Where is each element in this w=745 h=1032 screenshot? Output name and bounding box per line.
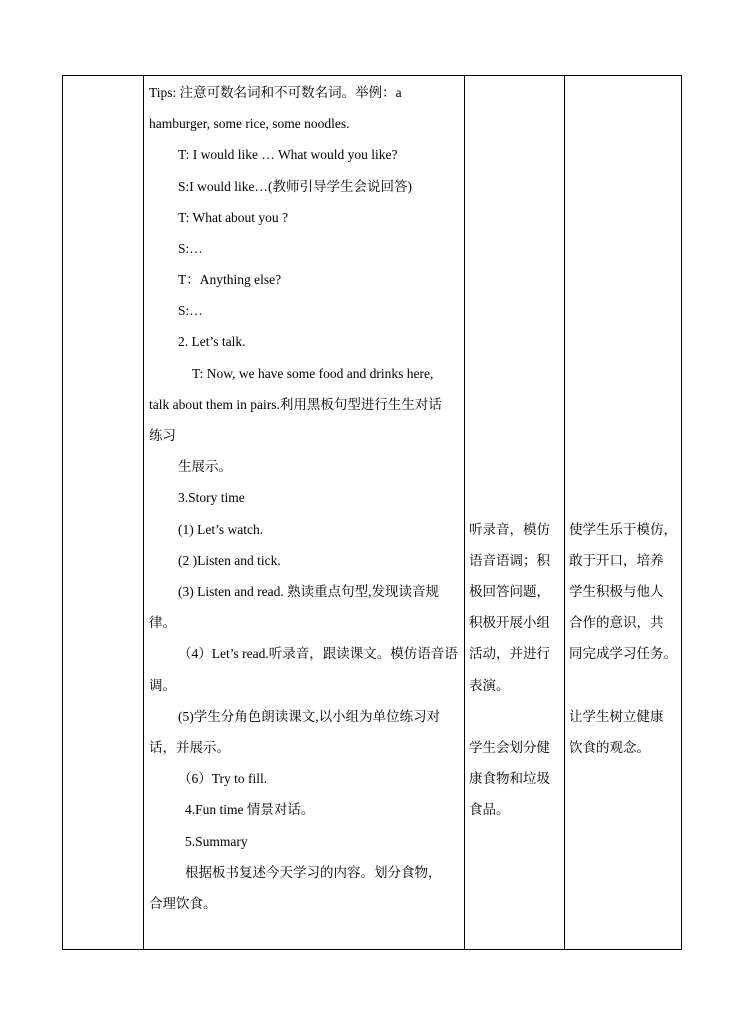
design-intent-line: 饮食的观念。 <box>569 740 650 756</box>
procedure-line: S:… <box>178 241 203 256</box>
student-activity-line: 活动，并进行 <box>469 646 550 662</box>
procedure-line: 练习 <box>149 428 176 443</box>
column-divider <box>143 76 144 949</box>
design-intent-line: 同完成学习任务。 <box>569 646 677 662</box>
design-intent-line: 合作的意识，共 <box>569 615 664 631</box>
student-activity-line: 食品。 <box>469 802 510 818</box>
procedure-column <box>145 76 463 949</box>
student-activity-line: 积极开展小组 <box>469 615 550 631</box>
design-intent-column <box>565 76 681 949</box>
procedure-line: talk about them in pairs.利用黑板句型进行生生对话 <box>149 397 442 412</box>
procedure-line: 5.Summary <box>185 834 248 849</box>
design-intent-line: 学生积极与他人 <box>569 584 664 600</box>
design-intent-line: 敢于开口，培养 <box>569 553 664 569</box>
procedure-line: 2. Let’s talk. <box>178 334 246 349</box>
procedure-line: 3.Story time <box>178 490 245 505</box>
procedure-line: (3) Listen and read. 熟读重点句型,发现读音规 <box>178 584 439 599</box>
student-activity-line: 表演。 <box>469 678 510 694</box>
student-activity-column <box>465 76 564 949</box>
procedure-line: (1) Let’s watch. <box>178 522 264 537</box>
procedure-line: （4）Let’s read.听录音，跟读课文。模仿语音语 <box>178 646 458 661</box>
procedure-line: 合理饮食。 <box>149 896 217 911</box>
procedure-line: hamburger, some rice, some noodles. <box>149 116 350 131</box>
procedure-line: S:I would like…(教师引导学生会说回答) <box>178 179 412 194</box>
procedure-line: T：Anything else? <box>178 272 282 287</box>
lesson-plan-table <box>62 75 682 950</box>
student-activity-line: 听录音，模仿 <box>469 522 550 538</box>
procedure-line: （6）Try to fill. <box>178 771 268 786</box>
student-activity-line: 康食物和垃圾 <box>469 771 550 787</box>
student-activity-line: 语音语调；积 <box>469 553 550 569</box>
procedure-line: S:… <box>178 303 203 318</box>
blank-column <box>63 76 143 949</box>
procedure-line: Tips: 注意可数名词和不可数名词。举例：a <box>149 85 402 100</box>
procedure-line: 生展示。 <box>178 459 232 474</box>
procedure-line: T: What about you ? <box>178 210 289 225</box>
design-intent-line: 使学生乐于模仿， <box>569 522 677 538</box>
procedure-line: (2 )Listen and tick. <box>178 553 281 568</box>
procedure-line: T: Now, we have some food and drinks here, <box>192 366 434 381</box>
student-activity-line: 学生会划分健 <box>469 740 550 756</box>
student-activity-line: 极回答问题， <box>469 584 550 600</box>
procedure-line: 律。 <box>149 615 176 630</box>
procedure-line: T: I would like … What would you like? <box>178 147 398 162</box>
procedure-line: 4.Fun time 情景对话。 <box>185 802 315 817</box>
procedure-line: 根据板书复述今天学习的内容。划分食物， <box>185 865 442 880</box>
procedure-line: 话，并展示。 <box>149 740 230 755</box>
design-intent-line: 让学生树立健康 <box>569 709 664 725</box>
procedure-line: (5)学生分角色朗读课文,以小组为单位练习对 <box>178 709 441 724</box>
procedure-line: 调。 <box>149 678 176 693</box>
